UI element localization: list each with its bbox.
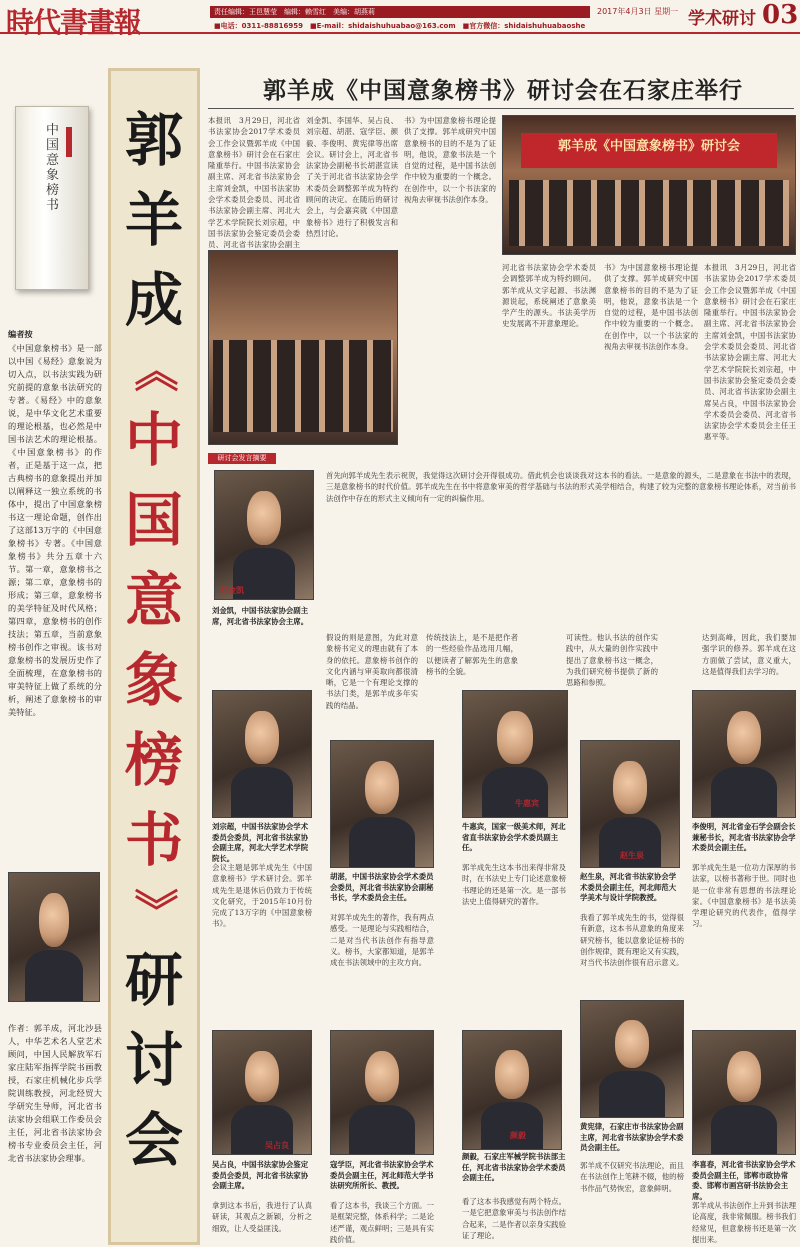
portrait-li-xichun xyxy=(692,1030,796,1155)
editor-note: 《中国意象榜书》是一部以中国《易经》意象说为切入点，以书法实践为研究前提的意象书法研究的专著。《易经》中的意象说，是中华文化艺术重要的理论根基，也必然是中国书法艺术的理论根基。《中国意象榜书》的作者，正是基于这一点，把古典榜书的意象提出并加以阐释这一独立系统的书体中，提出了中国意象榜书这一理论命题，创作出了这部13万字的《中国意象榜书》专著。《中国意象榜书》共分五章十六节。第一章，意象榜书之源；第二章，意象榜书的形成；第三章，意象榜书的美学特征及时代风格；第四章，意象榜书的创作技法；第五章，当前意象榜书创作之审视。该书对意象榜书的发展历史作了全面梳理，在意象榜书的审美特征上做了系统的分析，阐述了意象榜书的审美特征。 xyxy=(8,343,102,717)
speech-c2: 传统技法上，是不是把作者的一些经验作品选用几幅，以便读者了解郭先生的意象榜书的全貌。 xyxy=(426,633,518,676)
body-col-5: 书》为中国意象榜书理论提供了支撑。郭羊成研究中国意象榜书的目的不是为了证明，他说，意象书法是一个自觉的过程，是中国书法创作中较为重要的一个概念。在创作中，以一个书法家的视角去审视书法创作本身。 xyxy=(604,263,698,352)
vertical-title-char: 书 xyxy=(124,806,183,874)
portrait-zhao-shengquan xyxy=(580,740,680,868)
body-col-4: 河北省书法家协会学术委员会调整郭羊成为特约顾问。郭羊成从文字起源、书法渊源说起，系统阐述了意象美学产生的源头。书法美学历史发展离不开意象理论。 xyxy=(502,263,596,329)
speech-c6: 对郭羊成先生的著作，我有两点感受。一是理论与实践相结合，二是对当代书法创作有指导意义。榜书，大家都知道，是郭羊成在书法领域中的主攻方向。 xyxy=(330,913,434,968)
vertical-title-char: 《 xyxy=(129,348,180,392)
vertical-title-char: 会 xyxy=(124,1106,183,1174)
vertical-title-char: 羊 xyxy=(124,186,183,254)
caption-6: 李俊明，河北省金石学会副会长兼秘书长，河北省书法家协会学术委员会副主任。 xyxy=(692,822,796,852)
body-col-3: 书》为中国意象榜书理论提供了支撑。郭羊成研究中国意象榜书的目的不是为了证明，他说，意象书法是一个自觉的过程，是中国书法创作中较为重要的一个概念。在创作中，以一个书法家的视角去审视书法创作本身。 xyxy=(404,116,496,205)
speech-c7: 郭羊成先生这本书出来得非常及时，在书法史上专门论述意象榜书理论的还是第一次。是一部书法史上值得研究的著作。 xyxy=(462,863,566,906)
meeting-photo-1 xyxy=(208,250,398,445)
book-cover-seal xyxy=(66,127,72,157)
vertical-title-char: 》 xyxy=(129,888,180,932)
portrait-liu-zongchao xyxy=(212,690,312,818)
author-note: 作者：郭羊成，河北沙县人，中华艺术名人堂艺术顾问，中国人民解放军石家庄陆军指挥学院书画教授，石家庄机械化步兵学院训练教授，河北经贸大学研究生导师，河北省书法家协会组联工作委员会主任，河北省书法家协会榜书专业委员会主任，河北省书法家协会理事。 xyxy=(8,1023,102,1163)
speech-c11: 看了这本书，我谈三个方面。一是框架完整，体系科学；二是论述严谨，观点鲜明；三是具有实践价值。 xyxy=(330,1201,434,1244)
name-sign-5: 赵生泉 xyxy=(620,850,644,860)
meeting-photo-2 xyxy=(502,115,796,255)
caption-11: 李喜春，河北省书法家协会学术委员会副主任，邯郸市政协常委、邯郸市画宫研书法协会主席。 xyxy=(692,1160,796,1201)
speech-c5: 会议主题是郭羊成先生《中国意象榜书》学术研讨会。郭羊成先生是退休后仍致力于传统文化研究，于2015年10月份完成了13万字的《中国意象榜书》。 xyxy=(212,863,312,929)
issue-date: 2017年4月3日 星期一 xyxy=(597,7,679,16)
body-col-6: 本报讯 3月29日，河北省书法家协会2017学术委员会工作会议暨郭羊成《中国意象榜书》研讨会在石家庄隆重举行。中国书法家协会副主席、河北省书法家协会主席刘金凯，中国书法家协会学术委员会委员、河北省书法家协会副主席、河北大学艺术学院院长刘宗超，中国书法家协会鉴定委员会委员、河北省书法家协会副主席吴占良，中国书法家协会学术委员会委员、河北省书法家协会学术委员会主任王惠平等。 xyxy=(704,263,796,442)
vertical-title-char: 中 xyxy=(124,406,183,474)
book-cover xyxy=(15,106,89,290)
editor-bar: 责任编辑：王邑慧莹 编辑：赖雪红 美编：胡燕莉 xyxy=(210,6,590,18)
name-sign-4: 牛惠宾 xyxy=(515,798,539,808)
editor-note-title: 编者按 xyxy=(8,329,33,339)
caption-1: 刘金凯，中国书法家协会副主席，河北省书法家协会主席。 xyxy=(212,606,309,626)
speech-c12: 看了这本书我感觉有两个特点。一是它把意象审美与书法创作结合起来，二是作者以亲身实践验证了理论。 xyxy=(462,1197,566,1240)
caption-8: 寇学臣，河北省书法家协会学术委员会副主任，河北师范大学书法研究所所长、教授。 xyxy=(330,1160,434,1190)
speech-c10: 拿到这本书后，我进行了认真研读，其观点之新颖，分析之细致，让人受益匪浅。 xyxy=(212,1201,312,1233)
caption-5: 赵生泉，河北省书法家协会学术委员会副主任，河北师范大学美术与设计学院教授。 xyxy=(580,872,677,902)
caption-4: 牛惠宾，国家一级美术师，河北省直书法家协会学术委员副主任。 xyxy=(462,822,566,852)
portrait-hu-zhan xyxy=(330,740,434,868)
caption-3: 胡湛，中国书法家协会学术委员会委员，河北省书法家协会副秘书长，学术委员会主任。 xyxy=(330,872,434,902)
name-sign-1: 刘金凯 xyxy=(220,585,244,595)
speech-c1: 假设的则是意图，为此对意象榜书定义的理由就有了本身的依托。意象榜书创作的文化内涵与审美取向都很清晰，它是一个有理论支撑的书法门类，是郭羊成多年实践的结晶。 xyxy=(326,633,418,710)
caption-9: 颜毅，石家庄军械学院书法部主任，河北省书法家协会学术委员会副主任。 xyxy=(462,1152,566,1182)
name-sign-7: 吴占良 xyxy=(265,1140,289,1150)
vertical-title-char: 国 xyxy=(124,486,183,554)
speech-c4: 达到高峰，因此，我们要加强学识的修养。郭羊成在这方面做了尝试，意义重大，这是值得我们去学习的。 xyxy=(702,633,796,676)
portrait-huang-xianlv xyxy=(580,1000,684,1118)
name-sign-9: 颜毅 xyxy=(510,1130,526,1140)
body-col-2: 刘金凯、李国华、吴占良、刘宗超、胡湛、寇学臣、颜毅、李俊明、黄宪律等出席会议。研讨会上，河北省书法家协会副秘书长胡湛宣读了关于河北省书法家协会学术委员会调整郭羊成为特约顾问的决定。在随后的研讨会上，与会嘉宾就《中国意象榜书》进行了积极发言和热烈讨论。 xyxy=(306,116,398,238)
caption-7: 吴占良，中国书法家协会鉴定委员会委员，河北省书法家协会副主席。 xyxy=(212,1160,309,1190)
body-col-1: 本报讯 3月29日，河北省书法家协会2017学术委员会工作会议暨郭羊成《中国意象榜书》研讨会在石家庄隆重举行。中国书法家协会副主席、河北省书法家协会主席刘金凯，中国书法家协会学术委员会委员、河北省书法家协会副主席、河北大学艺术学院院长刘宗超，中国书法家协会鉴定委员会委员、河北省书法家协会副主 xyxy=(208,116,300,250)
author-portrait xyxy=(8,872,100,1002)
speech-c13: 郭羊成不仅研究书法理论，而且在书法创作上笔耕不辍，他的榜书作品气势恢宏，意象鲜明。 xyxy=(580,1161,684,1193)
speech-c14: 郭羊成从书法创作上升到书法理论高度，我非常佩服。榜书我们经常见，但意象榜书还是第一次提出来。 xyxy=(692,1201,796,1244)
speech-c9: 郭羊成先生是一位功力深厚的书法家，以榜书著称于世。同时也是一位非常有思想的书法理论家。《中国意象榜书》是书法美学理论研究的代表作，值得学习。 xyxy=(692,863,796,929)
vertical-title xyxy=(108,100,200,1180)
caption-10: 黄宪律，石家庄市书法家协会副主席，河北省书法家协会学术委员会副主任。 xyxy=(580,1122,684,1152)
vertical-title-char: 郭 xyxy=(124,106,183,174)
book-cover-title: 中国意象榜书 xyxy=(46,123,60,213)
headline: 郭羊成《中国意象榜书》研讨会在石家庄举行 xyxy=(263,77,743,104)
portrait-kou-xuechen xyxy=(330,1030,434,1155)
vertical-title-char: 讨 xyxy=(124,1026,183,1094)
left-sidebar xyxy=(0,40,106,1245)
vertical-title-char: 成 xyxy=(124,266,183,334)
contact-bar: ■电话：0311-88816959 ■E-mail：shidaishuhuabao@163.com ■官方微信：shidaishuhuabaoshe xyxy=(214,22,586,30)
caption-2: 刘宗超，中国书法家协会学术委员会委员，河北省书法家协会副主席，河北大学艺术学院院长。 xyxy=(212,822,309,863)
newspaper-logo: 時代書畫報 xyxy=(6,6,142,39)
section-title: 学术研讨 xyxy=(688,9,756,29)
speech-wide: 首先向郭羊成先生表示祝贺，我觉得这次研讨会开得很成功。借此机会也谈谈我对这本书的看法。一是意象的源头，二是意象在书法中的表现，三是意象榜书的时代价值。郭羊成先生在书中将意象审美的哲学基础与书法的形式美学相结合，构建了较为完整的意象榜书理论体系，对当前书法创作中存在的形式主义倾向有一定的纠偏作用。 xyxy=(326,471,796,503)
vertical-title-char: 象 xyxy=(124,646,183,714)
venue-banner: 郭羊成《中国意象榜书》研讨会 xyxy=(521,133,778,169)
speech-c8: 我看了郭羊成先生的书，觉得很有新意，这本书从意象的角度来研究榜书，能以意象论证榜书的创作规律，既有理论又有实践，对当代书法创作很有启示意义。 xyxy=(580,913,684,968)
portrait-li-junming xyxy=(692,690,796,818)
vertical-title-char: 研 xyxy=(124,946,183,1014)
headline-rule xyxy=(208,108,794,109)
page-number: 03 xyxy=(762,0,799,30)
speech-c3: 可读性。他认书法的创作实践中，从大量的创作实践中提出了意象榜书这一概念，为我们研究榜书提供了新的思路和参照。 xyxy=(566,633,658,688)
vertical-title-char: 意 xyxy=(124,566,183,634)
portrait-liu-jinkai xyxy=(214,470,314,600)
section-tag: 研讨会发言摘要 xyxy=(208,453,276,464)
portrait-wu-zhanliang xyxy=(212,1030,312,1155)
vertical-title-char: 榜 xyxy=(124,726,183,794)
